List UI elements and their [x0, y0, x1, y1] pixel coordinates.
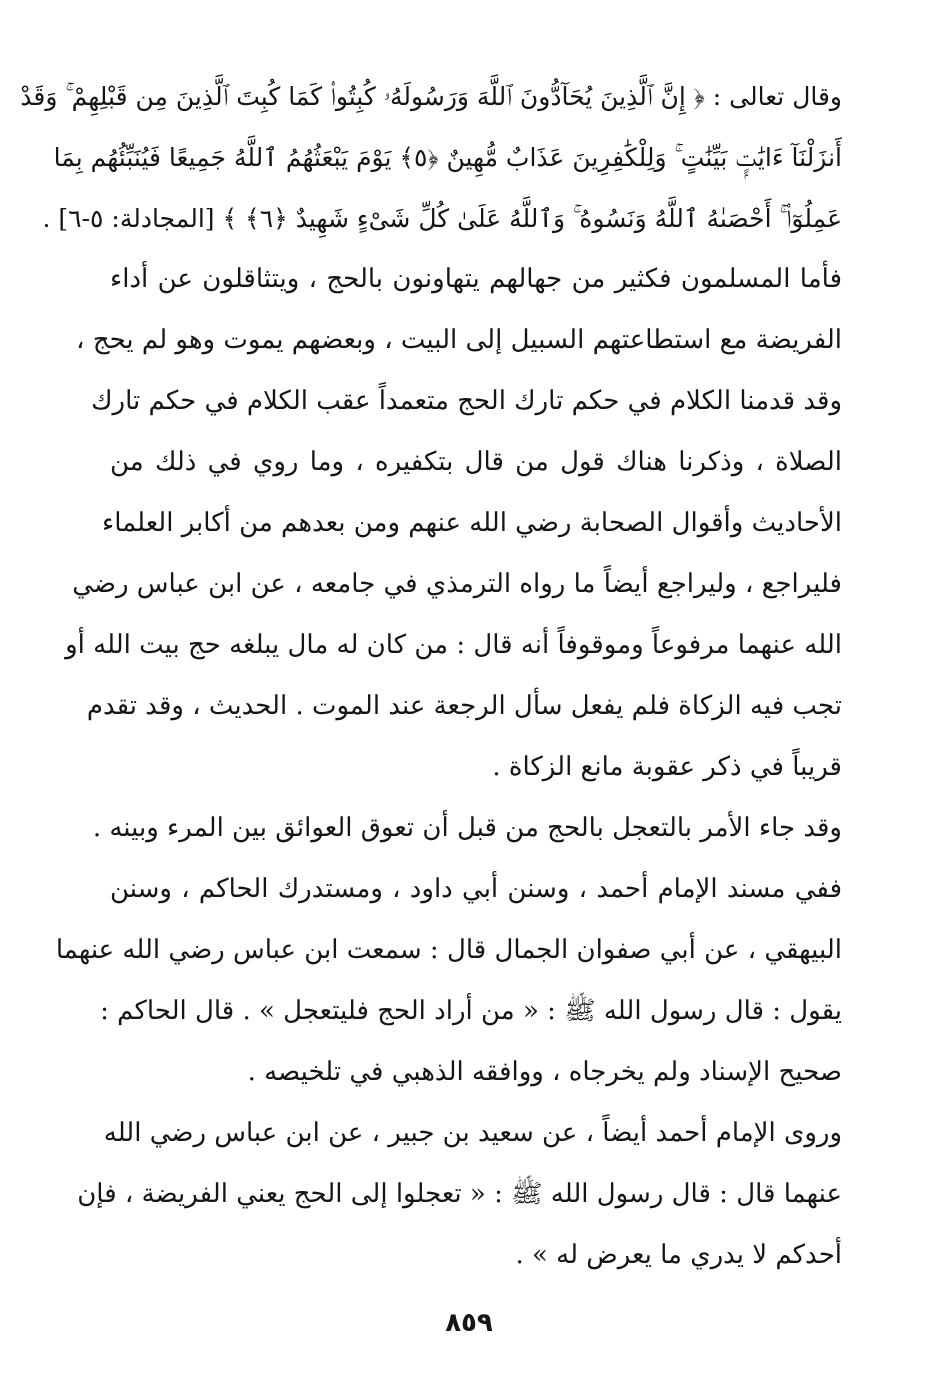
text-line: عنهما قال : قال رسول الله ﷺ : « تعجلوا إلى الحج يعني الفريضة ، فإن — [77, 1179, 842, 1209]
paragraph-hasten-hajj — [55, 798, 842, 1103]
text-line: الصلاة ، وذكرنا هناك قول من قال بتكفيره ، وما روي في ذلك من — [110, 447, 842, 477]
text-line: الأحاديث وأقوال الصحابة رضي الله عنهم ومن بعدهم من أكابر العلماء — [101, 508, 842, 538]
quran-line-3: عَمِلُوٓا۟ ۚ أَحْصَىٰهُ ٱللَّهُ وَنَسُوهُ ۚ وَٱللَّهُ عَلَىٰ كُلِّ شَىْءٍ شَهِيدٌ ﴿٦﴾ ﴾ [المجادلة: ٥-٦] . — [42, 204, 842, 233]
text-line: فأما المسلمون فكثير من جهالهم يتهاونون بالحج ، ويتثاقلون عن أداء — [110, 264, 842, 294]
text-line: قريباً في ذكر عقوبة مانع الزكاة . — [492, 752, 842, 782]
quran-line-2: أَنزَلْنَآ ءَايَٰتٍۭ بَيِّنَٰتٍ ۚ وَلِلْكَٰفِرِينَ عَذَابٌ مُّهِينٌ ﴿٥﴾ يَوْمَ يَبْعَثُهُمُ ٱللَّهُ جَمِيعًا فَيُنَبِّئُهُم بِمَا — [53, 143, 842, 172]
text-line: أحدكم لا يدري ما يعرض له » . — [515, 1240, 842, 1270]
text-line: وقد جاء الأمر بالتعجل بالحج من قبل أن تعوق العوائق بين المرء وبينه . — [92, 813, 842, 843]
text-line: يقول : قال رسول الله ﷺ : « من أراد الحج فليتعجل » . قال الحاكم : — [100, 996, 842, 1026]
text-line: البيهقي ، عن أبي صفوان الجمال قال : سمعت ابن عباس رضي الله عنهما — [55, 935, 842, 965]
text-line: وقد قدمنا الكلام في حكم تارك الحج متعمداً عقب الكلام في حكم تارك — [91, 386, 842, 416]
text-line: ففي مسند الإمام أحمد ، وسنن أبي داود ، ومستدرك الحاكم ، وسنن — [110, 874, 842, 904]
text-line: الله عنهما مرفوعاً وموقوفاً أنه قال : من كان له مال يبلغه حج بيت الله أو — [65, 630, 842, 660]
quran-verse-block — [20, 66, 842, 249]
text-line: الفريضة مع استطاعتهم السبيل إلى البيت ، وبعضهم يموت وهو لم يحج ، — [76, 325, 842, 355]
quran-line-1: وقال تعالى : ﴿ إِنَّ ٱلَّذِينَ يُحَآدُّونَ ٱللَّهَ وَرَسُولَهُۥ كُبِتُوا۟ كَمَا كُبِتَ ٱلَّذِينَ مِن قَبْلِهِمْ ۚ وَقَدْ — [20, 82, 842, 111]
paragraph-hajj-neglect — [65, 249, 842, 798]
text-line: تجب فيه الزكاة فلم يفعل سأل الرجعة عند الموت . الحديث ، وقد تقدم — [86, 691, 842, 721]
text-line: وروى الإمام أحمد أيضاً ، عن سعيد بن جبير ، عن ابن عباس رضي الله — [103, 1118, 842, 1148]
page-body — [20, 66, 842, 1286]
paragraph-ahmad-narration — [77, 1103, 842, 1286]
page-number: ٨٥٩ — [445, 1308, 493, 1338]
text-line: فليراجع ، وليراجع أيضاً ما رواه الترمذي في جامعه ، عن ابن عباس رضي — [72, 569, 842, 599]
text-line: صحيح الإسناد ولم يخرجاه ، ووافقه الذهبي في تلخيصه . — [247, 1057, 842, 1087]
